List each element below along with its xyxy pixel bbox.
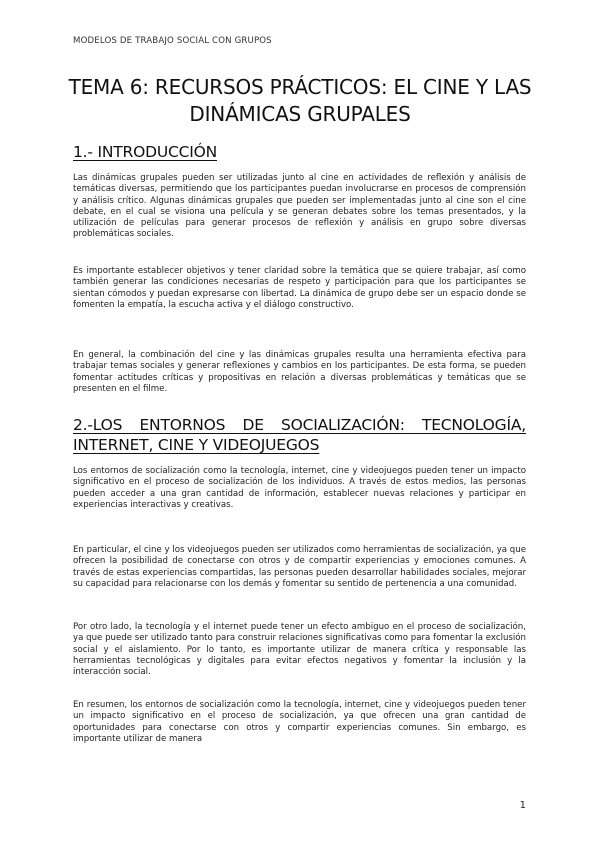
paragraph: En particular, el cine y los videojuegos pueden ser utilizados como herramientas de socialización, ya que ofrecen la posibilidad de conectarse con otros y de compartir experiencias y emociones comunes. A través de estas experiencias compartidas, las personas pueden desarrollar habilidades sociales, mejorar su capacidad para relacionarse con los demás y fomentar su sentido de pertenencia a una comunidad. — [73, 545, 526, 589]
section-heading-introduccion: 1.- INTRODUCCIÓN — [73, 143, 218, 161]
paragraph: Los entornos de socialización como la tecnología, internet, cine y videojuegos pueden tener un impacto significativo en el proceso de socialización de los individuos. A través de estos medios, las personas pueden acceder a una gran cantidad de información, establecer nuevas relaciones y participar en experiencias interactivas y creativas. — [73, 466, 526, 510]
paragraph: Por otro lado, la tecnología y el internet puede tener un efecto ambiguo en el proceso de socialización, ya que puede ser utilizado tanto para construir relaciones significativas como para fomentar la exclusión social y el aislamiento. Por lo tanto, es importante utilizar de manera crítica y responsable las herramientas tecnológicas y digitales para evitar efectos negativos y fomentar la inclusión y la interacción social. — [73, 622, 526, 678]
page-number: 1 — [519, 800, 526, 811]
section-heading-entornos: 2.-LOS ENTORNOS DE SOCIALIZACIÓN: TECNOLOGÍA, INTERNET, CINE Y VIDEOJUEGOS — [73, 416, 526, 454]
paragraph: En general, la combinación del cine y las dinámicas grupales resulta una herramienta efectiva para trabajar temas sociales y generar reflexiones y cambios en los participantes. De esta forma, se pueden fomentar actitudes críticas y propositivas en relación a diversas problemáticas y temáticas que se presenten en el filme. — [73, 350, 526, 394]
paragraph: Es importante establecer objetivos y tener claridad sobre la temática que se quiere trabajar, así como también generar las condiciones necesarias de respeto y participación para que los participantes se sientan cómodos y puedan expresarse con libertad. La dinámica de grupo debe ser un espacio donde se fomenten la empatía, la escucha activa y el diálogo constructivo. — [73, 266, 526, 310]
paragraph: Las dinámicas grupales pueden ser utilizadas junto al cine en actividades de reflexión y análisis de temáticas diversas, permitiendo que los participantes puedan involucrarse en procesos de comprensión y análisis crítico. Algunas dinámicas grupales que pueden ser implementadas junto al cine son el cine debate, en el cual se visiona una película y se generan debates sobre los temas presentados, y la utilización de películas para generar procesos de reflexión y análisis en grupo sobre diversas problemáticas sociales. — [73, 173, 526, 240]
paragraph: En resumen, los entornos de socialización como la tecnología, internet, cine y videojuegos pueden tener un impacto significativo en el proceso de socialización, ya que ofrecen una gran cantidad de oportunidades para conectarse con otros y compartir experiencias comunes. Sin embargo, es importante utilizar de manera — [73, 700, 526, 744]
running-header: MODELOS DE TRABAJO SOCIAL CON GRUPOS — [73, 36, 272, 46]
document-title: TEMA 6: RECURSOS PRÁCTICOS: EL CINE Y LAS DINÁMICAS GRUPALES — [68, 75, 532, 126]
